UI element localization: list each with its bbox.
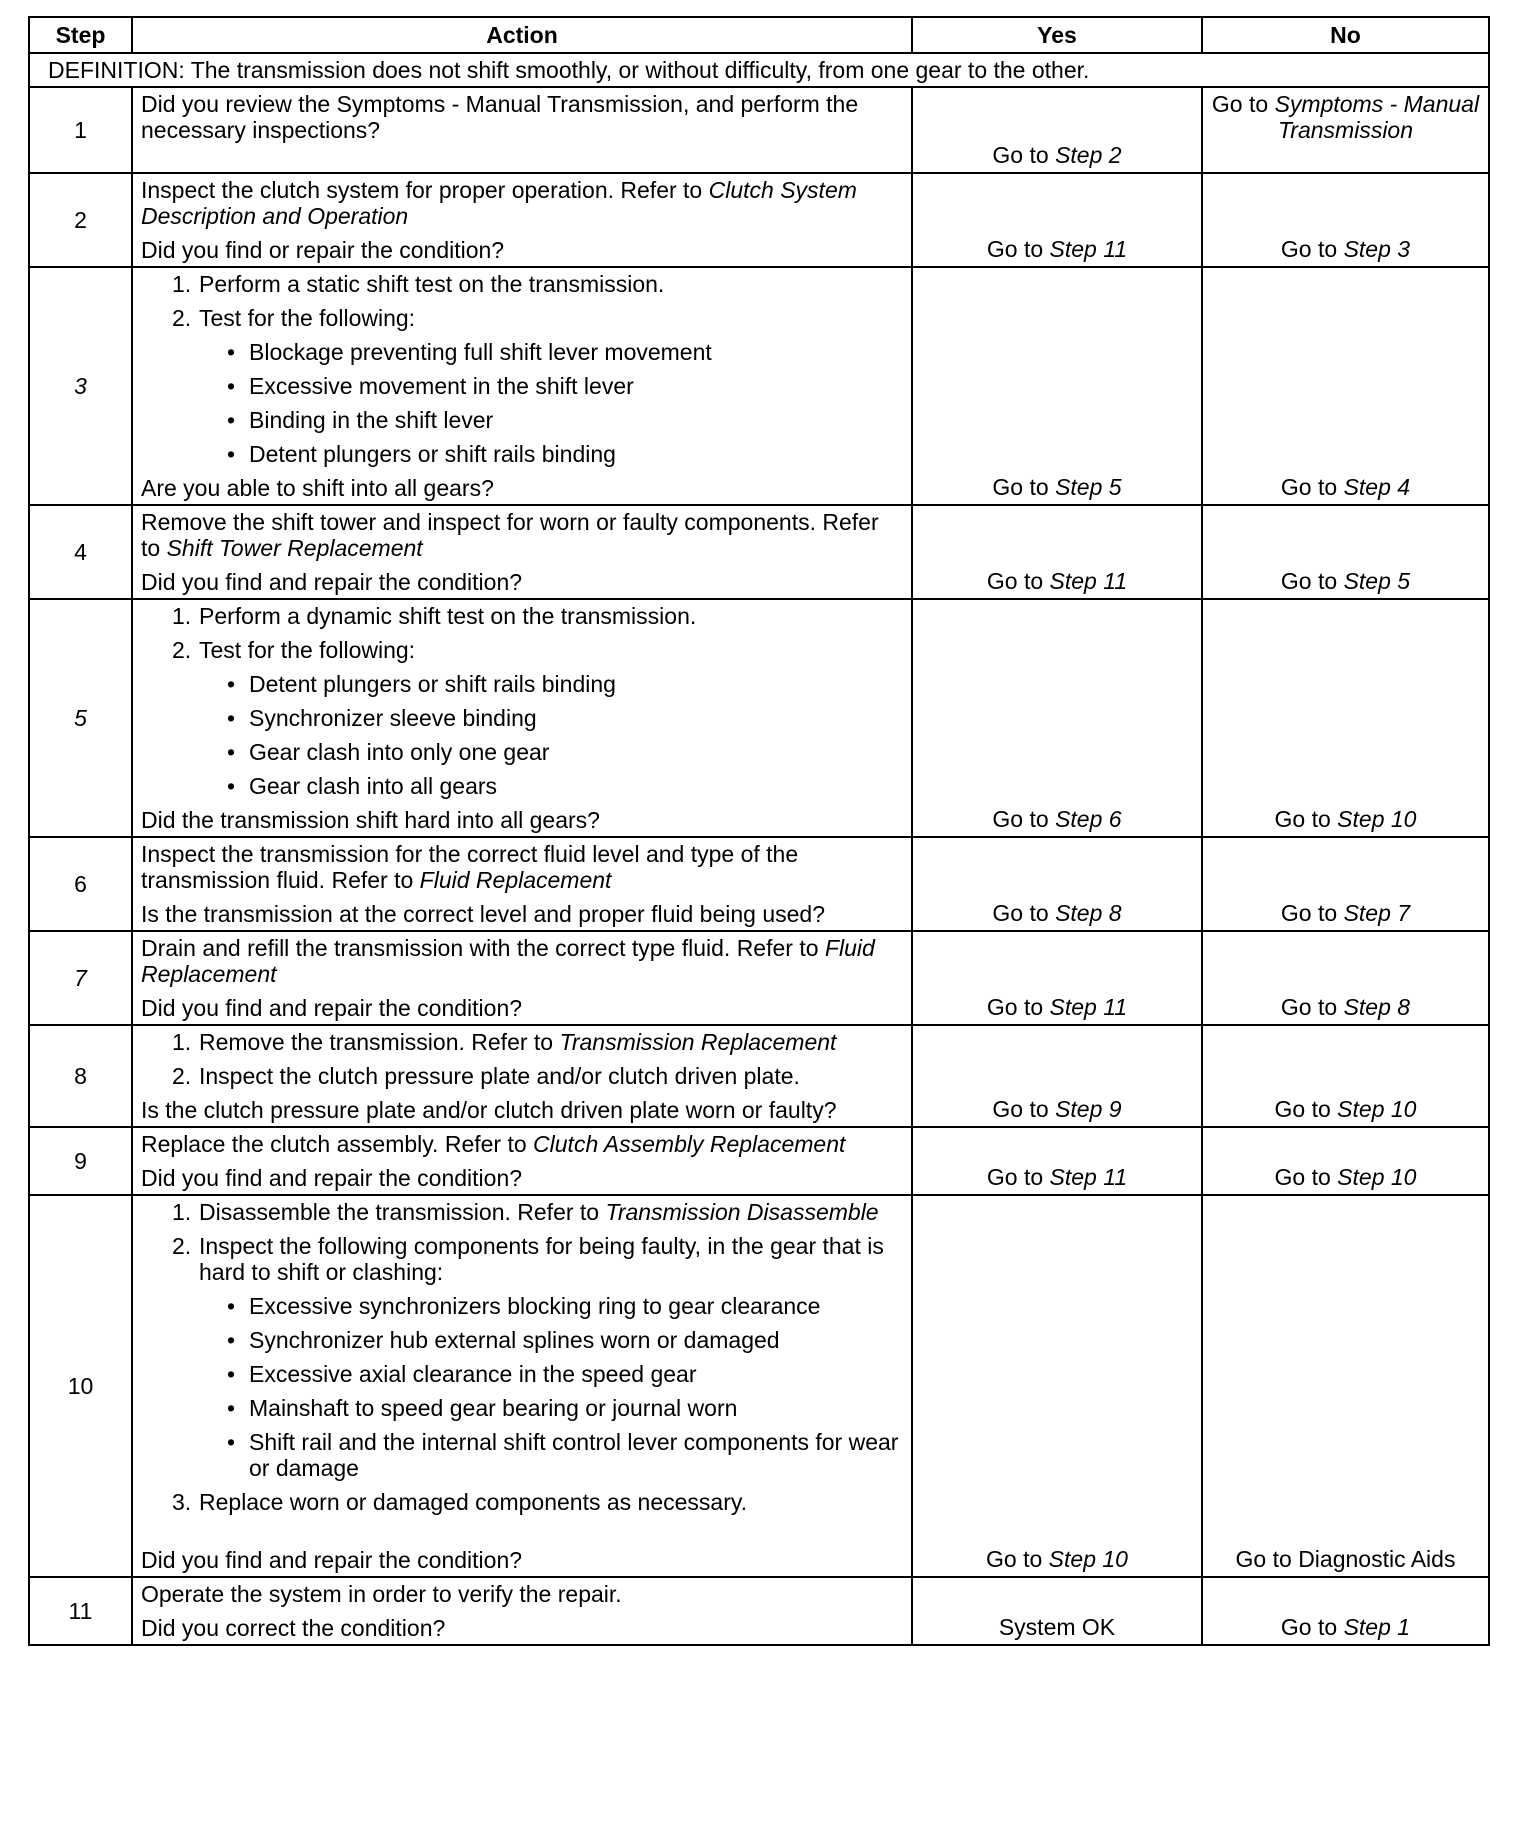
table-row [29, 87, 1489, 173]
step-number: 6 [29, 837, 132, 931]
step-number: 5 [29, 599, 132, 837]
table-row [29, 599, 1489, 837]
no-prefix: Go to [1274, 1096, 1338, 1122]
yes-prefix: Go to [986, 568, 1050, 594]
no-link[interactable]: Step 10 [1337, 1164, 1417, 1190]
numbered-item: 2. Inspect the following components for being faulty, in the gear that is hard to shift or clashing: [172, 1233, 884, 1285]
bullet-item: • Blockage preventing full shift lever movement [141, 339, 903, 365]
table-row [29, 1127, 1489, 1195]
no-cell [1202, 931, 1489, 1025]
bullet-item: • Synchronizer sleeve binding [141, 705, 903, 731]
yes-link[interactable]: Step 6 [1055, 806, 1122, 832]
no-prefix: Go to [1280, 568, 1344, 594]
step-number: 7 [29, 931, 132, 1025]
no-cell [1202, 87, 1489, 173]
step-number: 10 [29, 1195, 132, 1577]
action-instruction [141, 1131, 903, 1157]
no-link[interactable]: Step 10 [1337, 1096, 1417, 1122]
no-prefix: Go to [1211, 91, 1275, 117]
yes-prefix: Go to [986, 1164, 1050, 1190]
header-action: Action [132, 17, 912, 53]
yes-cell [912, 267, 1202, 505]
table-row [29, 837, 1489, 931]
yes-cell [912, 599, 1202, 837]
no-link[interactable]: Step 4 [1343, 474, 1411, 500]
bullet-item: • Synchronizer hub external splines worn or damaged [141, 1327, 903, 1353]
header-row [29, 17, 1489, 53]
yes-cell [912, 505, 1202, 599]
yes-cell [912, 1577, 1202, 1645]
action-cell [132, 837, 912, 931]
action-cell [132, 1195, 912, 1577]
item-text: Test for the following: [199, 305, 416, 331]
yes-link[interactable]: Step 11 [1049, 236, 1128, 262]
table-row [29, 931, 1489, 1025]
action-question: Is the transmission at the correct level and proper fluid being used? [141, 901, 825, 927]
yes-link[interactable]: Step 10 [1048, 1546, 1128, 1572]
item-text: Perform a static shift test on the transmission. [199, 271, 665, 297]
table-row [29, 1195, 1489, 1577]
yes-text: System OK [998, 1614, 1116, 1640]
table-row [29, 505, 1489, 599]
item-text: Replace worn or damaged components as necessary. [199, 1489, 748, 1515]
action-cell [132, 505, 912, 599]
definition-text: DEFINITION: The transmission does not shift smoothly, or without difficulty, from one gear to the other. [29, 53, 1489, 87]
no-link[interactable]: Step 5 [1343, 568, 1411, 594]
no-prefix: Go to [1274, 1164, 1338, 1190]
yes-link[interactable]: Step 2 [1055, 142, 1122, 168]
no-link[interactable]: Step 8 [1343, 994, 1411, 1020]
no-cell [1202, 837, 1489, 931]
no-cell [1202, 1195, 1489, 1577]
action-instruction [141, 509, 903, 561]
step-number: 8 [29, 1025, 132, 1127]
action-text: Remove the shift tower and inspect for worn or faulty components. Refer to [141, 509, 879, 561]
yes-link[interactable]: Step 8 [1055, 900, 1122, 926]
reference-link[interactable]: Transmission Replacement [559, 1029, 837, 1055]
reference-link[interactable]: Fluid Replacement [141, 935, 875, 987]
bullet-item: • Binding in the shift lever [141, 407, 903, 433]
no-prefix: Go to [1280, 236, 1344, 262]
bullet-item: • Detent plungers or shift rails binding [141, 671, 903, 697]
action-cell [132, 1025, 912, 1127]
bullet-item: • Excessive axial clearance in the speed gear [141, 1361, 903, 1387]
numbered-item: 1. Disassemble the transmission. Refer to Transmission Disassemble [172, 1199, 879, 1225]
no-prefix: Go to [1280, 474, 1344, 500]
reference-link[interactable]: Fluid Replacement [419, 867, 612, 893]
no-link[interactable]: Go to Diagnostic Aids [1235, 1546, 1456, 1572]
diagnostic-table [28, 16, 1490, 1646]
action-instruction [141, 935, 903, 987]
no-cell [1202, 505, 1489, 599]
step-number: 3 [29, 267, 132, 505]
action-question: Did you find and repair the condition? [141, 1547, 523, 1573]
action-text: Inspect the clutch system for proper operation. Refer to [141, 177, 709, 203]
action-question: Did you find or repair the condition? [141, 237, 505, 263]
action-instruction [141, 841, 903, 893]
table-row [29, 267, 1489, 505]
numbered-item: 2. Inspect the clutch pressure plate and/or clutch driven plate. [172, 1063, 800, 1089]
yes-cell [912, 1127, 1202, 1195]
action-cell [132, 87, 912, 173]
reference-link[interactable]: Clutch Assembly Replacement [533, 1131, 846, 1157]
reference-link[interactable]: Shift Tower Replacement [166, 535, 423, 561]
yes-cell [912, 173, 1202, 267]
yes-prefix: Go to [986, 1546, 1049, 1572]
yes-link[interactable]: Step 5 [1055, 474, 1122, 500]
step-number: 4 [29, 505, 132, 599]
item-text: Remove the transmission. Refer to [199, 1029, 560, 1055]
item-text: Inspect the clutch pressure plate and/or clutch driven plate. [199, 1063, 800, 1089]
no-link[interactable]: Step 1 [1343, 1614, 1411, 1640]
reference-link[interactable]: Transmission Disassemble [605, 1199, 879, 1225]
yes-link[interactable]: Step 11 [1049, 1164, 1128, 1190]
yes-cell [912, 837, 1202, 931]
no-link[interactable]: Step 10 [1337, 806, 1417, 832]
no-link[interactable]: Step 7 [1343, 900, 1411, 926]
numbered-item: 1. Perform a static shift test on the transmission. [172, 271, 665, 297]
numbered-item: 2. Test for the following: [172, 637, 416, 663]
numbered-item: 3. Replace worn or damaged components as necessary. [172, 1489, 748, 1515]
action-question: Did you find and repair the condition? [141, 995, 523, 1021]
yes-link[interactable]: Step 11 [1049, 994, 1128, 1020]
yes-prefix: Go to [986, 236, 1050, 262]
no-cell [1202, 1577, 1489, 1645]
numbered-item: 1. Remove the transmission. Refer to Transmission Replacement [172, 1029, 837, 1055]
no-cell [1202, 1127, 1489, 1195]
yes-prefix: Go to [986, 994, 1050, 1020]
yes-prefix: Go to [992, 900, 1056, 926]
no-cell [1202, 1025, 1489, 1127]
step-number: 11 [29, 1577, 132, 1645]
no-prefix: Go to [1280, 1614, 1344, 1640]
header-no: No [1202, 17, 1489, 53]
yes-prefix: Go to [992, 1096, 1056, 1122]
bullet-item: • Detent plungers or shift rails binding [141, 441, 903, 467]
action-question: Did you find and repair the condition? [141, 1165, 523, 1191]
yes-prefix: Go to [992, 806, 1056, 832]
step-number: 2 [29, 173, 132, 267]
action-cell [132, 173, 912, 267]
action-cell [132, 599, 912, 837]
yes-cell [912, 87, 1202, 173]
action-question: Did you correct the condition? [141, 1615, 446, 1641]
action-question: Did you review the Symptoms - Manual Transmission, and perform the necessary inspections? [141, 91, 859, 143]
step-number: 1 [29, 87, 132, 173]
header-step: Step [29, 17, 132, 53]
numbered-item: 1. Perform a dynamic shift test on the transmission. [172, 603, 697, 629]
item-text: Perform a dynamic shift test on the transmission. [199, 603, 697, 629]
action-text: Inspect the transmission for the correct fluid level and type of the transmission fluid. Refer to [141, 841, 799, 893]
action-cell [132, 1127, 912, 1195]
no-link[interactable]: Step 3 [1343, 236, 1411, 262]
action-cell [132, 1577, 912, 1645]
action-question: Did you find and repair the condition? [141, 569, 523, 595]
numbered-item: 2. Test for the following: [172, 305, 416, 331]
action-instruction: Operate the system in order to verify the repair. [141, 1581, 622, 1607]
bullet-item: • Gear clash into only one gear [141, 739, 903, 765]
spacer [141, 1523, 903, 1547]
table-row [29, 173, 1489, 267]
action-text: Drain and refill the transmission with the correct type fluid. Refer to [141, 935, 825, 961]
definition-row [29, 53, 1489, 87]
yes-link[interactable]: Step 9 [1055, 1096, 1122, 1122]
bullet-item: • Gear clash into all gears [141, 773, 903, 799]
yes-cell [912, 931, 1202, 1025]
item-text: Disassemble the transmission. Refer to [199, 1199, 606, 1225]
no-cell [1202, 267, 1489, 505]
step-number: 9 [29, 1127, 132, 1195]
action-question: Are you able to shift into all gears? [141, 475, 494, 501]
yes-cell [912, 1025, 1202, 1127]
table-row [29, 1577, 1489, 1645]
yes-prefix: Go to [992, 142, 1056, 168]
item-text: Inspect the following components for being faulty, in the gear that is hard to shift or clashing: [199, 1233, 884, 1285]
no-prefix: Go to [1274, 806, 1338, 832]
no-cell [1202, 599, 1489, 837]
action-cell [132, 267, 912, 505]
action-text: Replace the clutch assembly. Refer to [141, 1131, 534, 1157]
action-cell [132, 931, 912, 1025]
bullet-item: • Excessive movement in the shift lever [141, 373, 903, 399]
yes-cell [912, 1195, 1202, 1577]
yes-prefix: Go to [992, 474, 1056, 500]
action-question: Did the transmission shift hard into all gears? [141, 807, 600, 833]
table-row [29, 1025, 1489, 1127]
bullet-item: • Mainshaft to speed gear bearing or journal worn [141, 1395, 903, 1421]
no-link[interactable]: Symptoms - Manual Transmission [1274, 91, 1480, 143]
yes-link[interactable]: Step 11 [1049, 568, 1128, 594]
item-text: Test for the following: [199, 637, 416, 663]
reference-link[interactable]: Clutch System Description and Operation [141, 177, 857, 229]
bullet-item: • Shift rail and the internal shift control lever components for wear or damage [141, 1429, 903, 1481]
header-yes: Yes [912, 17, 1202, 53]
no-prefix: Go to [1280, 994, 1344, 1020]
action-instruction [141, 177, 903, 229]
no-prefix: Go to [1280, 900, 1344, 926]
bullet-item: • Excessive synchronizers blocking ring to gear clearance [141, 1293, 903, 1319]
action-question: Is the clutch pressure plate and/or clutch driven plate worn or faulty? [141, 1097, 837, 1123]
no-cell [1202, 173, 1489, 267]
